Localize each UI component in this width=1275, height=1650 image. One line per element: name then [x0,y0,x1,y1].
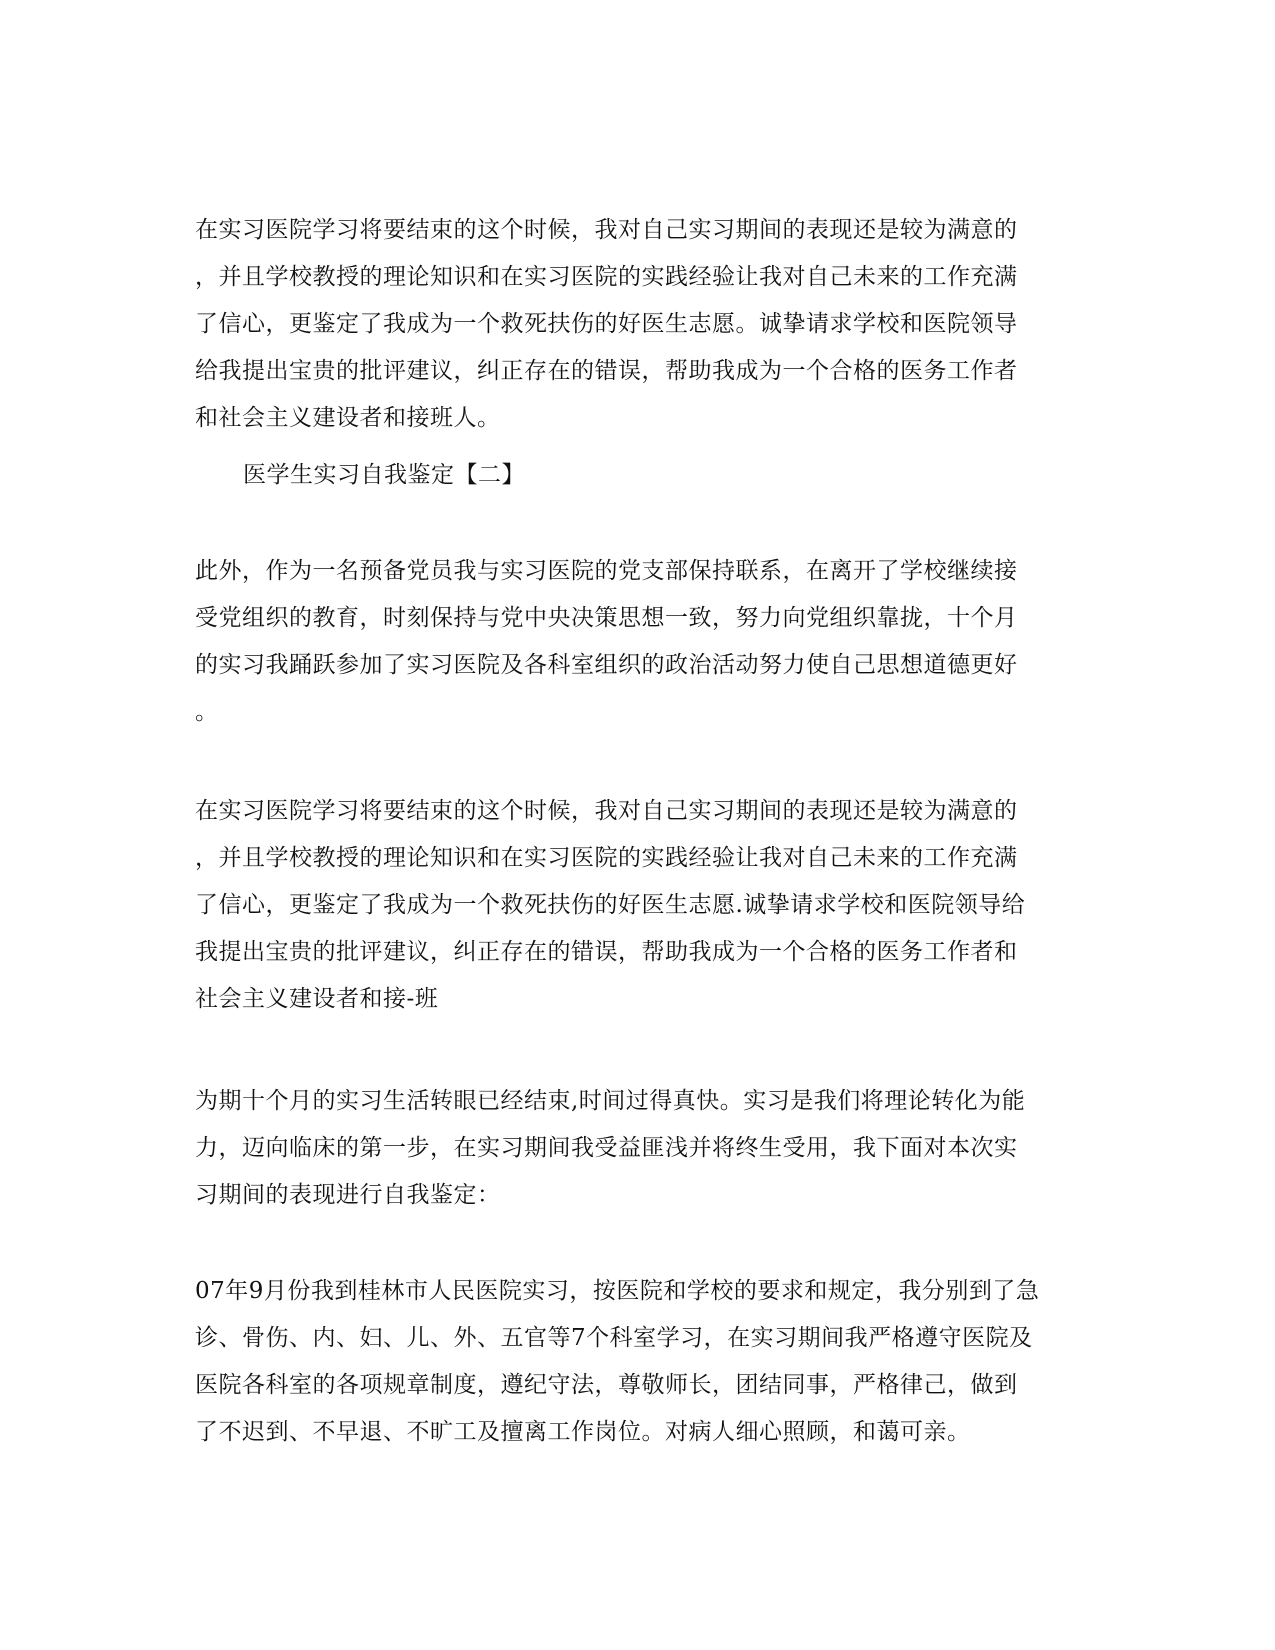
paragraph-line: 在实习医院学习将要结束的这个时候，我对自己实习期间的表现还是较为满意的 [195,217,1018,243]
paragraph-2 [195,548,1095,736]
paragraph-line: 习期间的表现进行自我鉴定： [195,1182,501,1208]
paragraph-5 [195,1268,1095,1456]
paragraph-line: 此外，作为一名预备党员我与实习医院的党支部保持联系，在离开了学校继续接 [195,558,1018,584]
paragraph-line: 为期十个月的实习生活转眼已经结束,时间过得真快。实习是我们将理论转化为能 [195,1088,1026,1114]
paragraph-line: 医院各科室的各项规章制度，遵纪守法，尊敬师长，团结同事，严格律己，做到 [195,1372,1018,1398]
paragraph-line: 给我提出宝贵的批评建议，纠正存在的错误，帮助我成为一个合格的医务工作者 [195,358,1018,384]
paragraph-line: ，并且学校教授的理论知识和在实习医院的实践经验让我对自己未来的工作充满 [195,845,1018,871]
paragraph-line: 。 [195,699,219,725]
paragraph-line: 社会主义建设者和接-班 [195,986,439,1012]
paragraph-4 [195,1078,1095,1219]
paragraph-line: 了不迟到、不早退、不旷工及擅离工作岗位。对病人细心照顾，和蔼可亲。 [195,1419,971,1445]
paragraph-3 [195,788,1095,1023]
paragraph-line: ，并且学校教授的理论知识和在实习医院的实践经验让我对自己未来的工作充满 [195,264,1018,290]
paragraph-line: 受党组织的教育，时刻保持与党中央决策思想一致，努力向党组织靠拢，十个月 [195,605,1018,631]
paragraph-line: 我提出宝贵的批评建议，纠正存在的错误，帮助我成为一个合格的医务工作者和 [195,939,1018,965]
paragraph-line: 的实习我踊跃参加了实习医院及各科室组织的政治活动努力使自己思想道德更好 [195,652,1018,678]
section-heading: 医学生实习自我鉴定【二】 [243,462,525,488]
paragraph-line: 了信心，更鉴定了我成为一个救死扶伤的好医生志愿。诚挚请求学校和医院领导 [195,311,1018,337]
paragraph-line: 了信心，更鉴定了我成为一个救死扶伤的好医生志愿.诚挚请求学校和医院领导给 [195,892,1026,918]
paragraph-line: 力，迈向临床的第一步，在实习期间我受益匪浅并将终生受用，我下面对本次实 [195,1135,1018,1161]
paragraph-line: 在实习医院学习将要结束的这个时候，我对自己实习期间的表现还是较为满意的 [195,798,1018,824]
paragraph-line: 07年9月份我到桂林市人民医院实习，按医院和学校的要求和规定，我分别到了急 [195,1278,1040,1304]
paragraph-line: 和社会主义建设者和接班人。 [195,405,501,431]
paragraph-1 [195,207,1095,442]
paragraph-line: 诊、骨伤、内、妇、儿、外、五官等7个科室学习，在实习期间我严格遵守医院及 [195,1325,1033,1351]
